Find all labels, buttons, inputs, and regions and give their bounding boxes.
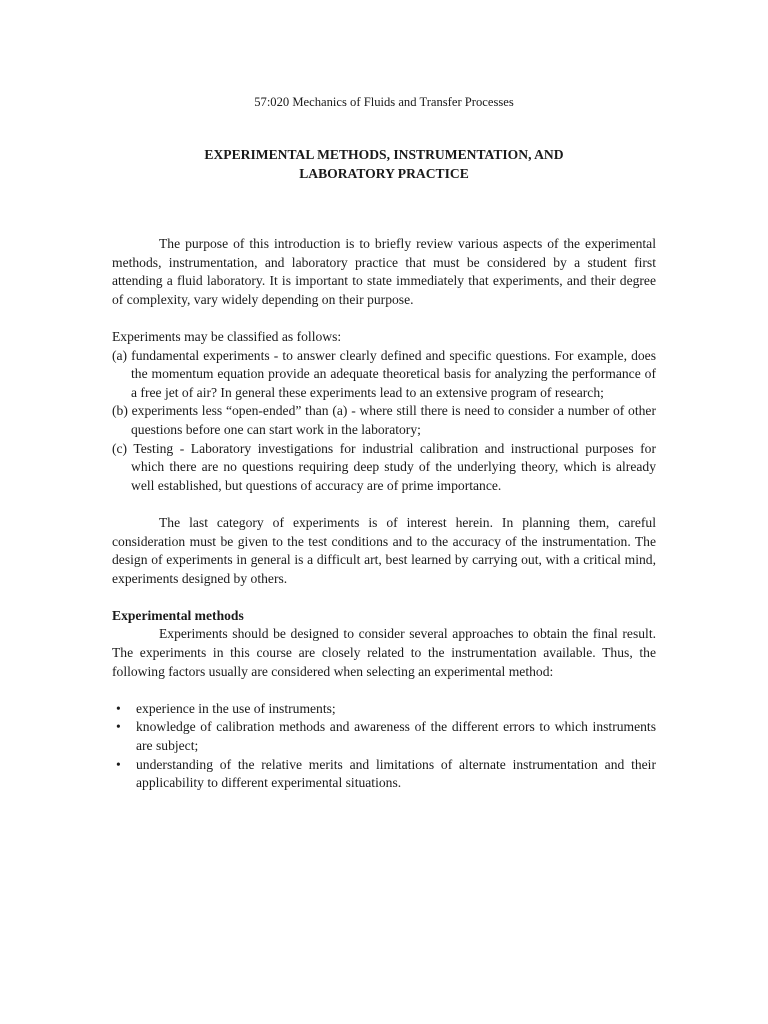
list-item — [112, 700, 656, 719]
document-title — [0, 146, 768, 184]
list-item-text: experience in the use of instruments; — [136, 700, 336, 716]
classification-intro: Experiments may be classified as follows: — [112, 328, 342, 344]
intro-paragraph: The purpose of this introduction is to briefly review various aspects of the experimental methods, instrumentation, and laboratory practice that must be considered by a student first attending a fluid laboratory. It is important to state immediately that experiments, and their degree of complexity, vary widely depending on their purpose. — [112, 236, 656, 307]
classification-item-a: (a) fundamental experiments - to answer clearly defined and specific questions. For example, does the momentum equation provide an adequate theoretical basis for analyzing the performance of a free jet of air? In general these experiments lead to an extensive program of research; — [112, 347, 656, 400]
section-heading-experimental-methods: Experimental methods — [112, 607, 244, 623]
bullet-icon: • — [116, 719, 121, 735]
list-item — [112, 718, 656, 755]
methods-paragraph: Experiments should be designed to consider several approaches to obtain the final result. The experiments in this course are closely related to the instrumentation available. Thus, the following factors usually are considered when selecting an experimental method: — [112, 626, 656, 679]
title-line-1: EXPERIMENTAL METHODS, INSTRUMENTATION, AND — [204, 147, 564, 162]
document-body — [112, 235, 656, 793]
bullet-icon: • — [116, 700, 121, 716]
course-header: 57:020 Mechanics of Fluids and Transfer Processes — [254, 95, 514, 109]
list-item — [112, 756, 656, 793]
list-item-text: understanding of the relative merits and limitations of alternate instrumentation and their applicability to different experimental situations. — [136, 756, 656, 791]
bullet-icon: • — [116, 756, 121, 772]
list-item-text: knowledge of calibration methods and awareness of the different errors to which instruments are subject; — [136, 719, 656, 754]
factor-list — [112, 700, 656, 793]
classification-item-c: (c) Testing - Laboratory investigations for industrial calibration and instructional purposes for which there are no questions requiring deep study of the underlying theory, which is already well established, but questions of accuracy are of prime importance. — [112, 440, 656, 493]
title-line-2: LABORATORY PRACTICE — [299, 165, 469, 181]
last-category-paragraph: The last category of experiments is of interest herein. In planning them, careful consideration must be given to the test conditions and to the accuracy of the instrumentation. The design of experiments in general is a difficult art, best learned by carrying out, with a critical mind, experiments designed by others. — [112, 514, 656, 586]
classification-item-b: (b) experiments less “open-ended” than (a) - where still there is need to consider a number of other questions before one can start work in the laboratory; — [112, 403, 656, 437]
